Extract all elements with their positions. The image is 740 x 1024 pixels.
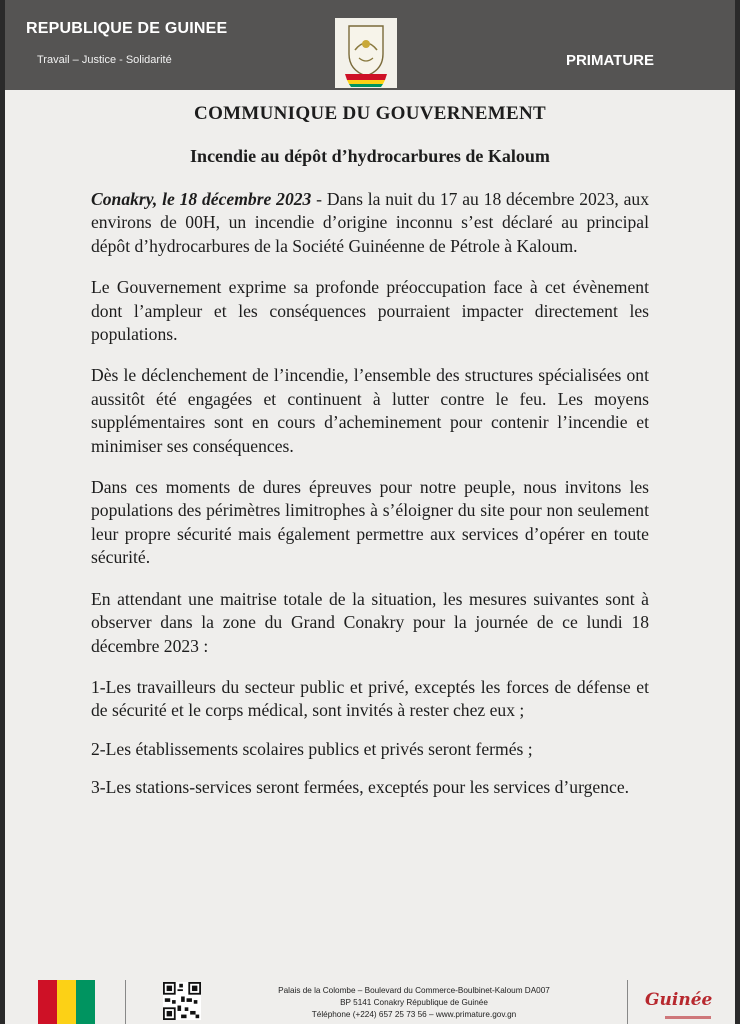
office-name: PRIMATURE <box>565 52 654 69</box>
paragraph: Dès le déclenchement de l’incendie, l’ensemble des structures spécialisées ont aussitôt été engagées et continuent à lutter contre le feu. Les moyens supplémentaires sont en cours d’acheminement pour contenir l’incendie et minimiser ses conséquences. <box>91 365 649 456</box>
intro-paragraph <box>91 188 649 258</box>
measure-item: 1-Les travailleurs du secteur public et privé, exceptés les forces de défense et de sécurité et le corps médical, sont invités à rester chez eux ; <box>91 676 649 721</box>
brand-underline <box>665 1016 711 1019</box>
place-date: Conakry, le 18 décembre 2023 <box>91 189 312 209</box>
country-name: REPUBLIQUE DE GUINEE <box>26 20 228 37</box>
document-title: COMMUNIQUE DU GOUVERNEMENT <box>194 103 546 124</box>
paragraph: Le Gouvernement exprime sa profonde préoccupation face à cet évènement dont l’ampleur et les conséquences pourraient impacter directement les populations. <box>91 277 649 345</box>
guinee-brand-logo: Guinée <box>645 990 713 1010</box>
footer-divider <box>627 980 628 1024</box>
coat-of-arms-icon <box>335 18 397 88</box>
communique-body <box>91 188 649 818</box>
document-subtitle: Incendie au dépôt d’hydrocarbures de Kaloum <box>190 146 550 166</box>
guinea-flag-icon <box>38 980 95 1024</box>
paragraph: En attendant une maitrise totale de la situation, les mesures suivantes sont à observer dans la zone du Grand Conakry pour la journée de ce lundi 18 décembre 2023 : <box>91 588 649 656</box>
footer-divider <box>125 980 126 1024</box>
footer-address <box>205 985 623 1021</box>
qr-code-icon <box>163 982 201 1020</box>
address-line: BP 5141 Conakry République de Guinée <box>340 998 488 1007</box>
contact-line: Téléphone (+224) 657 25 73 56 – www.primature.gov.gn <box>311 1010 517 1019</box>
measure-item: 2-Les établissements scolaires publics et privés seront fermés ; <box>91 738 533 759</box>
measure-item: 3-Les stations-services seront fermées, exceptés pour les services d’urgence. <box>91 777 630 798</box>
national-motto: Travail – Justice - Solidarité <box>37 54 172 66</box>
paragraph: Dans ces moments de dures épreuves pour notre peuple, nous invitons les populations des périmètres limitrophes à s’éloigner du site pour non seulement leur propre sécurité mais également permettre aux services d’opérer en toute sécurité. <box>91 477 649 568</box>
intro-text: - Dans la nuit du 17 au 18 décembre 2023, aux environs de 00H, un incendie d’origine inconnu s’est déclaré au principal dépôt d’hydrocarbures de la Société Guinéenne de Pétrole à Kaloum. <box>91 189 649 256</box>
address-line: Palais de la Colombe – Boulevard du Commerce-Boulbinet-Kaloum DA007 <box>278 986 550 995</box>
footer <box>5 968 735 1024</box>
